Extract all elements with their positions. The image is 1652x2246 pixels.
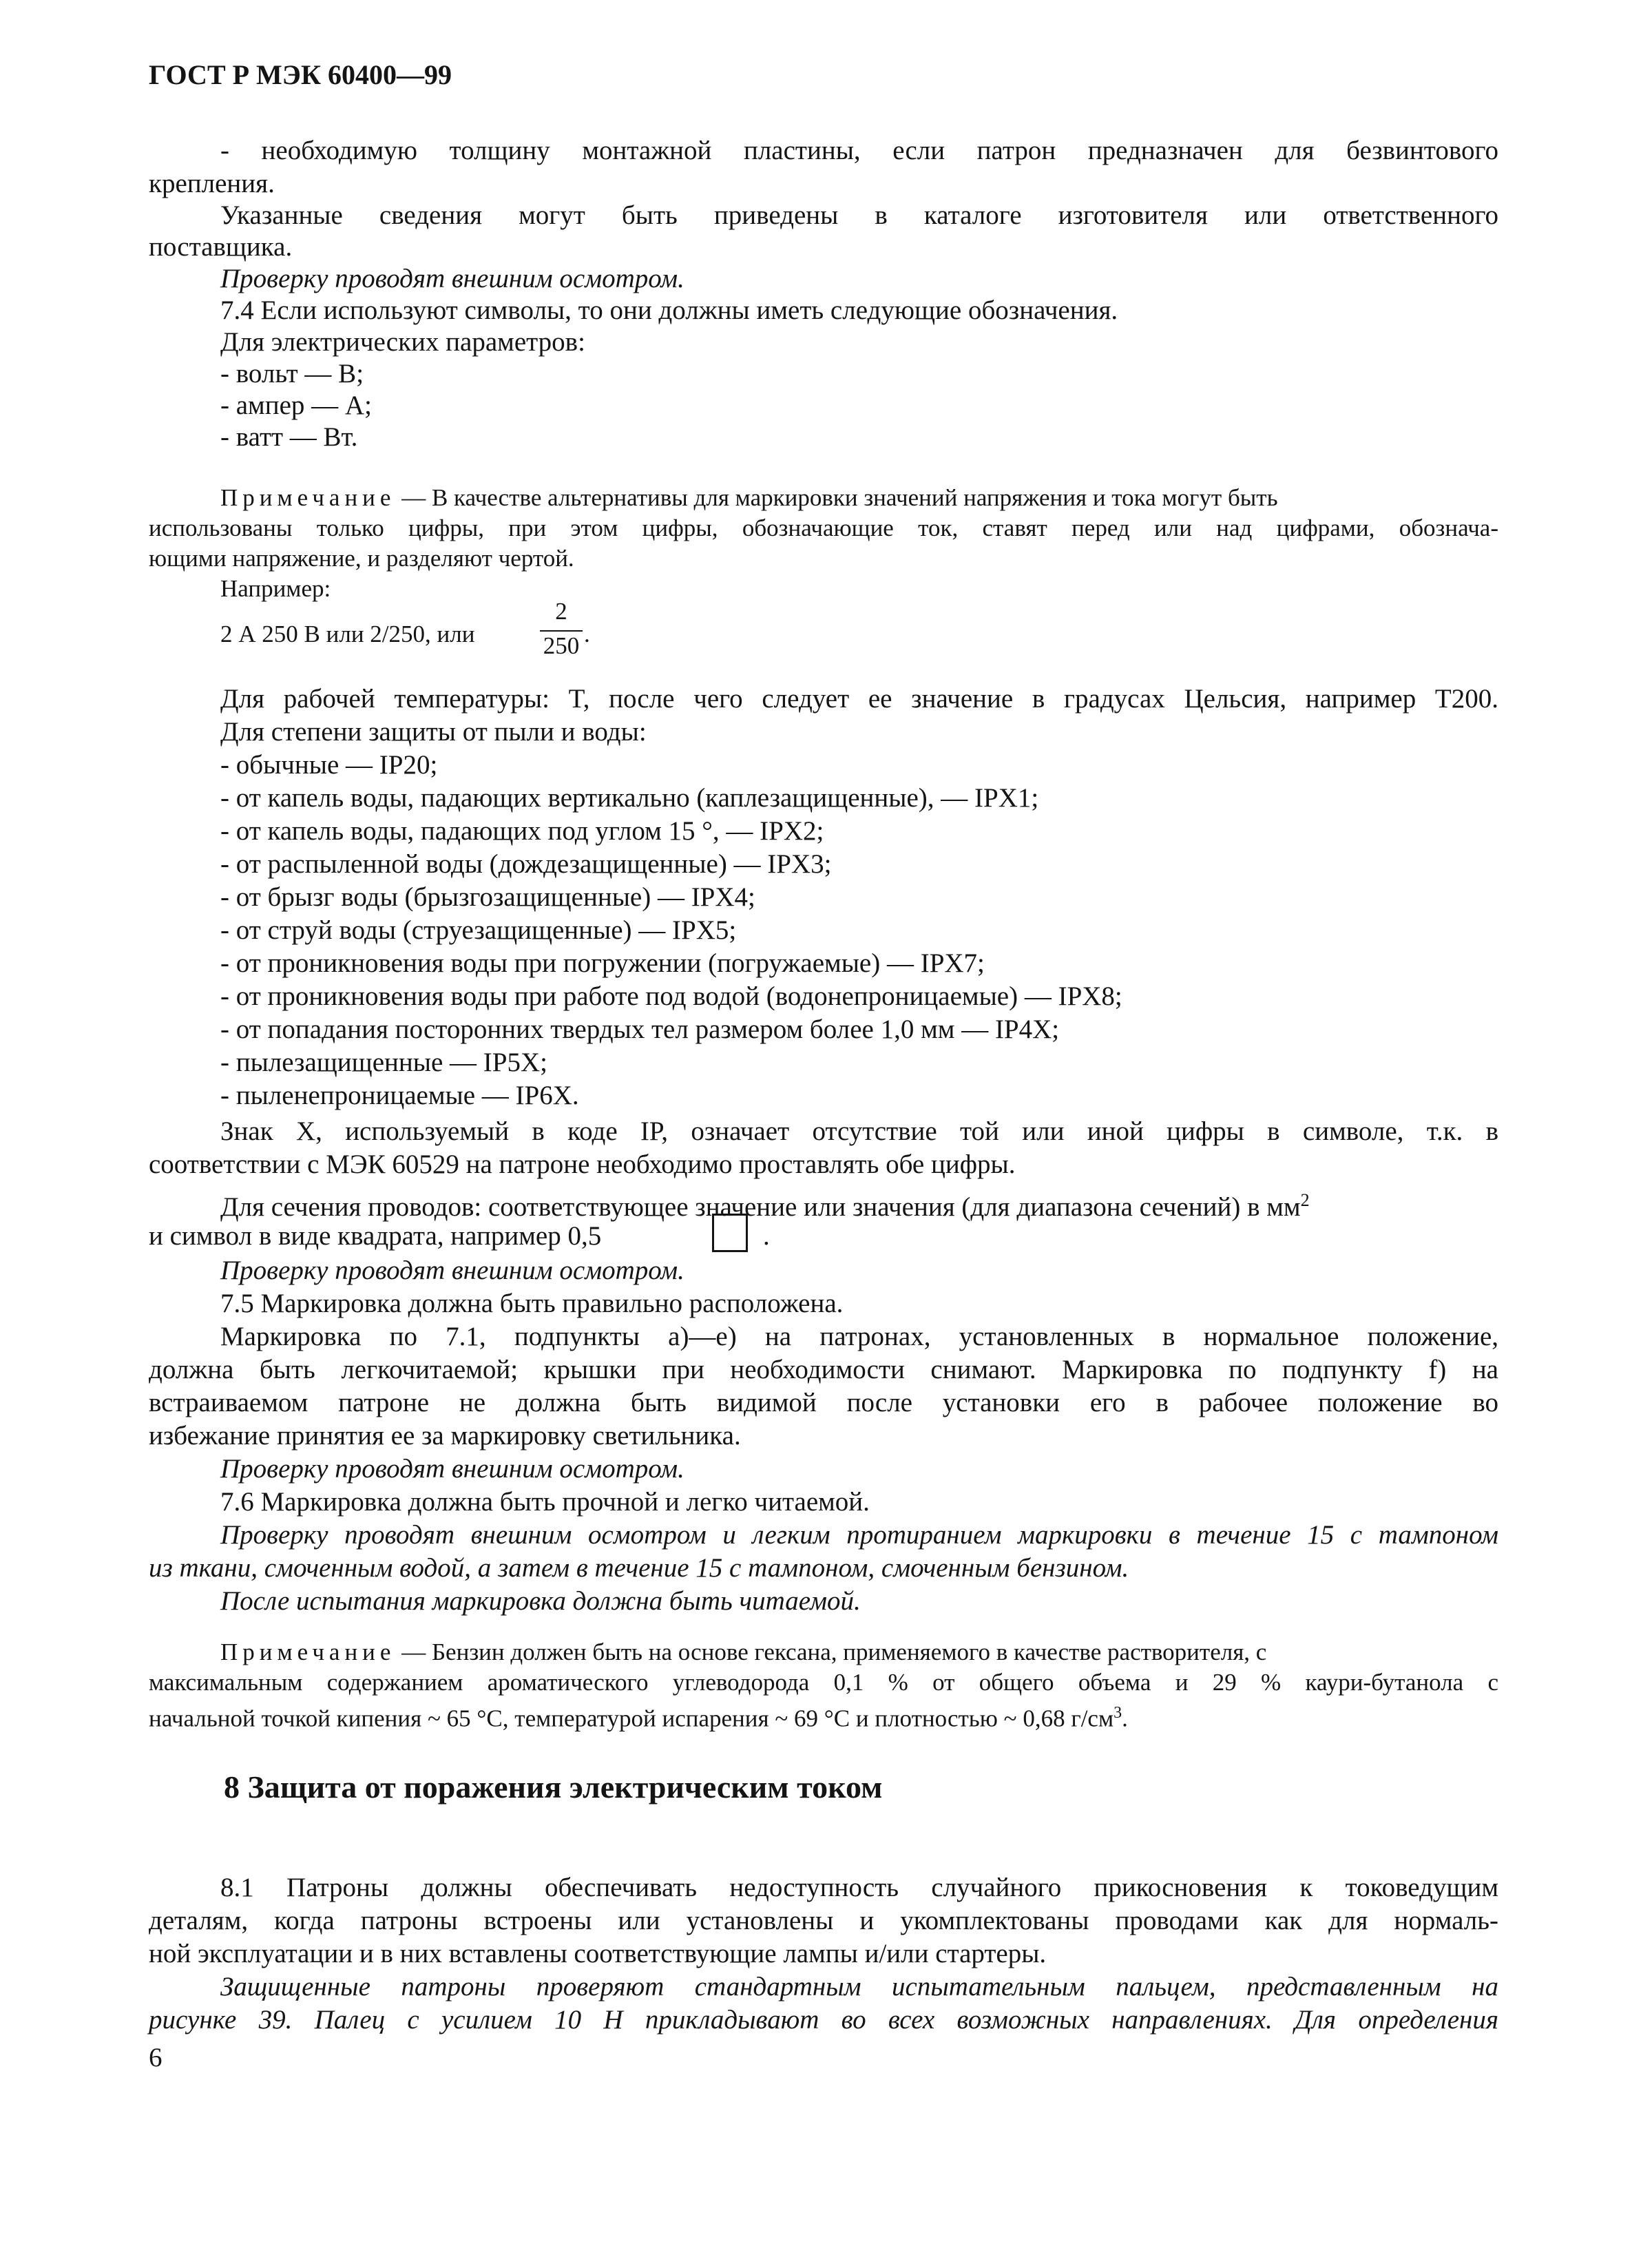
- check-note: Защищенные патроны проверяют стандартным испытательным пальцем, представленным на: [220, 1972, 1498, 2001]
- note-1-line: [220, 483, 1278, 512]
- check-note: из ткани, смоченным водой, а затем в течение 15 с тампоном, смоченным бензином.: [149, 1553, 1129, 1583]
- fraction-numerator: 2: [555, 598, 567, 625]
- text-line: [220, 1185, 1310, 1223]
- list-item: - от проникновения воды при работе под водой (водонепроницаемые) — IPX8;: [220, 981, 1122, 1011]
- text-line: Для степени защиты от пыли и воды:: [220, 717, 647, 747]
- list-item: - пылезащищенные — IP5X;: [220, 1048, 547, 1077]
- text-span: Для сечения проводов: соответствующее значение или значения (для диапазона сечений) в мм: [220, 1192, 1301, 1222]
- text-line: и символ в виде квадрата, например 0,5: [149, 1221, 602, 1251]
- list-item: - от проникновения воды при погружении (погружаемые) — IPX7;: [220, 948, 985, 978]
- text-line: Для рабочей температуры: T, после чего следует ее значение в градусах Цельсия, например T200.: [220, 684, 1498, 714]
- text-line: крепления.: [149, 169, 275, 198]
- note-label: Примечание: [220, 484, 396, 511]
- note-text: — Бензин должен быть на основе гексана, применяемого в качестве растворителя, с: [395, 1639, 1267, 1665]
- note-2-line: [149, 1698, 1128, 1734]
- note-text: — В качестве альтернативы для маркировки значений напряжения и тока могут быть: [395, 484, 1278, 511]
- note-label: Примечание: [220, 1639, 396, 1665]
- note-1-line: Например:: [220, 575, 331, 602]
- check-note: Проверку проводят внешним осмотром.: [220, 1256, 684, 1285]
- check-note: После испытания маркировка должна быть читаемой.: [220, 1586, 861, 1616]
- page-number: 6: [149, 2043, 163, 2072]
- note-1-line: ющими напряжение, и разделяют чертой.: [149, 545, 574, 572]
- text-line: Знак X, используемый в коде IP, означает отсутствие той или иной цифры в символе, т.к. в: [220, 1116, 1498, 1146]
- text-line: избежание принятия ее за маркировку светильника.: [149, 1421, 741, 1450]
- list-item: - пыленепроницаемые — IP6X.: [220, 1081, 579, 1110]
- check-note: Проверку проводят внешним осмотром и легким протиранием маркировки в течение 15 с тампоном: [220, 1520, 1498, 1550]
- section-8-heading: 8 Защита от поражения электрическим током: [224, 1769, 883, 1805]
- list-item: - от попадания посторонних твердых тел размером более 1,0 мм — IP4X;: [220, 1015, 1060, 1044]
- check-note: Проверку проводят внешним осмотром.: [220, 264, 684, 293]
- text-line: встраиваемом патроне не должна быть видимой после установки его в рабочее положение во: [149, 1388, 1498, 1417]
- text-line: ной эксплуатации и в них вставлены соответствующие лампы и/или стартеры.: [149, 1939, 1047, 1968]
- list-item: - от капель воды, падающих вертикально (каплезащищенные), — IPX1;: [220, 783, 1039, 813]
- text-line: соответствии с МЭК 60529 на патроне необходимо проставлять обе цифры.: [149, 1150, 1016, 1179]
- list-item: - от струй воды (струезащищенные) — IPX5;: [220, 915, 737, 945]
- document-header: ГОСТ Р МЭК 60400—99: [149, 59, 452, 90]
- fraction-denominator: 250: [543, 632, 580, 659]
- text-span: .: [1122, 1705, 1128, 1732]
- text-span: начальной точкой кипения ~ 65 °С, температурой испарения ~ 69 °С и плотностью ~ 0,68 г/см: [149, 1705, 1114, 1732]
- text-line: Указанные сведения могут быть приведены в каталоге изготовителя или ответственного: [220, 200, 1498, 230]
- superscript: 3: [1113, 1704, 1122, 1722]
- list-item: - ватт — Вт.: [220, 422, 358, 452]
- list-item: - ампер — А;: [220, 391, 372, 420]
- list-item: - от распыленной воды (дождезащищенные) — IPX3;: [220, 849, 832, 879]
- fraction-dot: .: [584, 621, 590, 647]
- note-1-example: 2 А 250 В или 2/250, или: [220, 621, 475, 647]
- text-line: должна быть легкочитаемой; крышки при необходимости снимают. Маркировка по подпункту f) на: [149, 1355, 1498, 1384]
- note-2-line: [220, 1638, 1266, 1667]
- text-line: Маркировка по 7.1, подпункты а)—е) на патронах, установленных в нормальное положение,: [220, 1322, 1498, 1351]
- clause-7-4: 7.4 Если используют символы, то они должны иметь следующие обозначения.: [220, 295, 1118, 325]
- period: .: [763, 1221, 770, 1251]
- text-line: деталям, когда патроны встроены или установлены и укомплектованы проводами как для нормаль-: [149, 1906, 1498, 1935]
- text-line: Для электрических параметров:: [220, 327, 585, 357]
- note-1-line: использованы только цифры, при этом цифры, обозначающие ток, ставят перед или над цифрами, обознача-: [149, 514, 1498, 541]
- text-line: - необходимую толщину монтажной пластины, если патрон предназначен для безвинтового: [220, 136, 1498, 165]
- superscript: 2: [1300, 1190, 1310, 1210]
- text-line: поставщика.: [149, 232, 293, 262]
- check-note: Проверку проводят внешним осмотром.: [220, 1454, 684, 1484]
- clause-7-5: 7.5 Маркировка должна быть правильно расположена.: [220, 1289, 844, 1318]
- check-note: рисунке 39. Палец с усилием 10 Н прикладывают во всех возможных направлениях. Для определения: [149, 2005, 1498, 2035]
- list-item: - от капель воды, падающих под углом 15 °, — IPX2;: [220, 816, 824, 846]
- square-symbol: [712, 1214, 748, 1252]
- list-item: - обычные — IP20;: [220, 750, 438, 780]
- clause-7-6: 7.6 Маркировка должна быть прочной и легко читаемой.: [220, 1487, 870, 1517]
- list-item: - вольт — В;: [220, 359, 364, 388]
- text-line: 8.1 Патроны должны обеспечивать недоступность случайного прикосновения к токоведущим: [220, 1873, 1498, 1902]
- note-2-line: максимальным содержанием ароматического углеводорода 0,1 % от общего объема и 29 % каури-бутанола с: [149, 1669, 1498, 1696]
- fraction-bar: [540, 630, 583, 632]
- list-item: - от брызг воды (брызгозащищенные) — IPX4;: [220, 882, 755, 912]
